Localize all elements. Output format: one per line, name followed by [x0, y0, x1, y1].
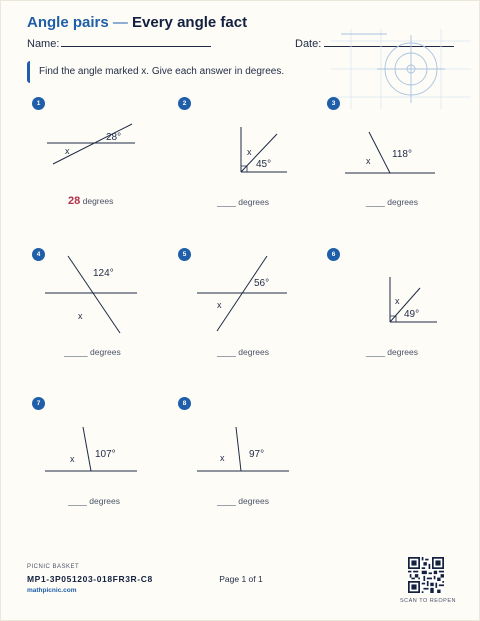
- problem-1-answer-unit: degrees: [82, 196, 114, 206]
- title-subtitle: Every angle fact: [132, 14, 248, 31]
- page-title: [27, 14, 247, 31]
- problem-7-diagram: [43, 421, 143, 477]
- problem-3-badge: 3: [327, 97, 340, 110]
- problem-1-diagram: [41, 116, 141, 176]
- problem-5-answer-unit: degrees: [238, 347, 270, 357]
- problem-6-given: 49°: [404, 309, 420, 320]
- problem-8-ray: [236, 427, 241, 471]
- page-number: Page 1 of 1: [219, 574, 263, 584]
- title-main: Angle pairs: [27, 14, 109, 31]
- problem-2-answer-blank: ____: [217, 197, 236, 207]
- problem-4-answer[interactable]: [64, 347, 121, 357]
- problem-4-answer-blank: _____: [64, 347, 88, 357]
- problem-4-given: 124°: [93, 268, 114, 279]
- problem-3-diagram: [341, 129, 441, 179]
- problem-5-badge: 5: [178, 248, 191, 261]
- problem-6-badge: 6: [327, 248, 340, 261]
- problem-2-given: 45°: [256, 159, 272, 170]
- problem-5-answer[interactable]: [217, 347, 269, 357]
- name-label: Name:: [27, 38, 60, 50]
- problem-3-answer[interactable]: [366, 197, 418, 207]
- problem-3-ray: [369, 132, 390, 173]
- problem-6-answer-blank: ____: [366, 347, 385, 357]
- problem-8-unknown: x: [220, 453, 225, 463]
- problem-6-diagram: [381, 271, 441, 327]
- problem-7-answer-blank: ____: [68, 496, 87, 506]
- problem-6-answer-unit: degrees: [387, 347, 419, 357]
- problem-1-answer[interactable]: [68, 195, 113, 207]
- problem-5-given: 56°: [254, 278, 270, 289]
- footer-worksheet-code: MP1-3P051203-018FR3R-C8: [27, 574, 153, 584]
- problem-3-answer-blank: ____: [366, 197, 385, 207]
- problem-4-diagram: [41, 253, 141, 337]
- problem-5-unknown: x: [217, 300, 222, 310]
- problem-8-answer[interactable]: [217, 496, 269, 506]
- problem-7-badge: 7: [32, 397, 45, 410]
- problem-7-answer-unit: degrees: [89, 496, 121, 506]
- instructions-box: Find the angle marked x. Give each answer in degrees.: [27, 61, 317, 83]
- problem-1-unknown: x: [65, 146, 70, 156]
- problem-3-answer-unit: degrees: [387, 197, 419, 207]
- problem-8-answer-blank: ____: [217, 496, 236, 506]
- problem-2-badge: 2: [178, 97, 191, 110]
- problem-8-answer-unit: degrees: [238, 496, 270, 506]
- date-label: Date:: [295, 38, 322, 50]
- problem-6-unknown: x: [395, 296, 400, 306]
- footer-site-link[interactable]: mathpicnic.com: [27, 587, 77, 594]
- problem-6-answer[interactable]: [366, 347, 418, 357]
- problem-5-diagram: [193, 253, 293, 337]
- problem-1-line-b: [53, 124, 132, 164]
- problem-4-badge: 4: [32, 248, 45, 261]
- problem-8-badge: 8: [178, 397, 191, 410]
- compass-watermark: [331, 29, 471, 109]
- problem-5-answer-blank: ____: [217, 347, 236, 357]
- name-line[interactable]: [61, 46, 211, 47]
- problem-1-given: 28°: [106, 132, 122, 143]
- problem-4-answer-unit: degrees: [90, 347, 121, 357]
- problem-7-answer[interactable]: [68, 496, 120, 506]
- problem-2-unknown: x: [247, 147, 252, 157]
- problem-3-given: 118°: [392, 149, 412, 160]
- problem-2-answer[interactable]: [217, 197, 269, 207]
- problem-1-answer-value: 28: [68, 195, 81, 207]
- problem-8-given: 97°: [249, 449, 265, 460]
- problem-2-answer-unit: degrees: [238, 197, 270, 207]
- qr-code-icon[interactable]: [408, 557, 444, 593]
- problem-1-badge: 1: [32, 97, 45, 110]
- problem-4-unknown: x: [78, 311, 83, 321]
- problem-7-unknown: x: [70, 454, 75, 464]
- problem-2-diagram: [231, 121, 291, 177]
- problem-7-given: 107°: [95, 449, 116, 460]
- problem-7-ray: [83, 427, 91, 471]
- problem-3-unknown: x: [366, 156, 371, 166]
- footer-brand: PICNIC BASKET: [27, 564, 80, 570]
- qr-caption: SCAN TO REOPEN: [399, 598, 456, 604]
- problem-8-diagram: [195, 421, 295, 477]
- title-dash: —: [112, 14, 128, 31]
